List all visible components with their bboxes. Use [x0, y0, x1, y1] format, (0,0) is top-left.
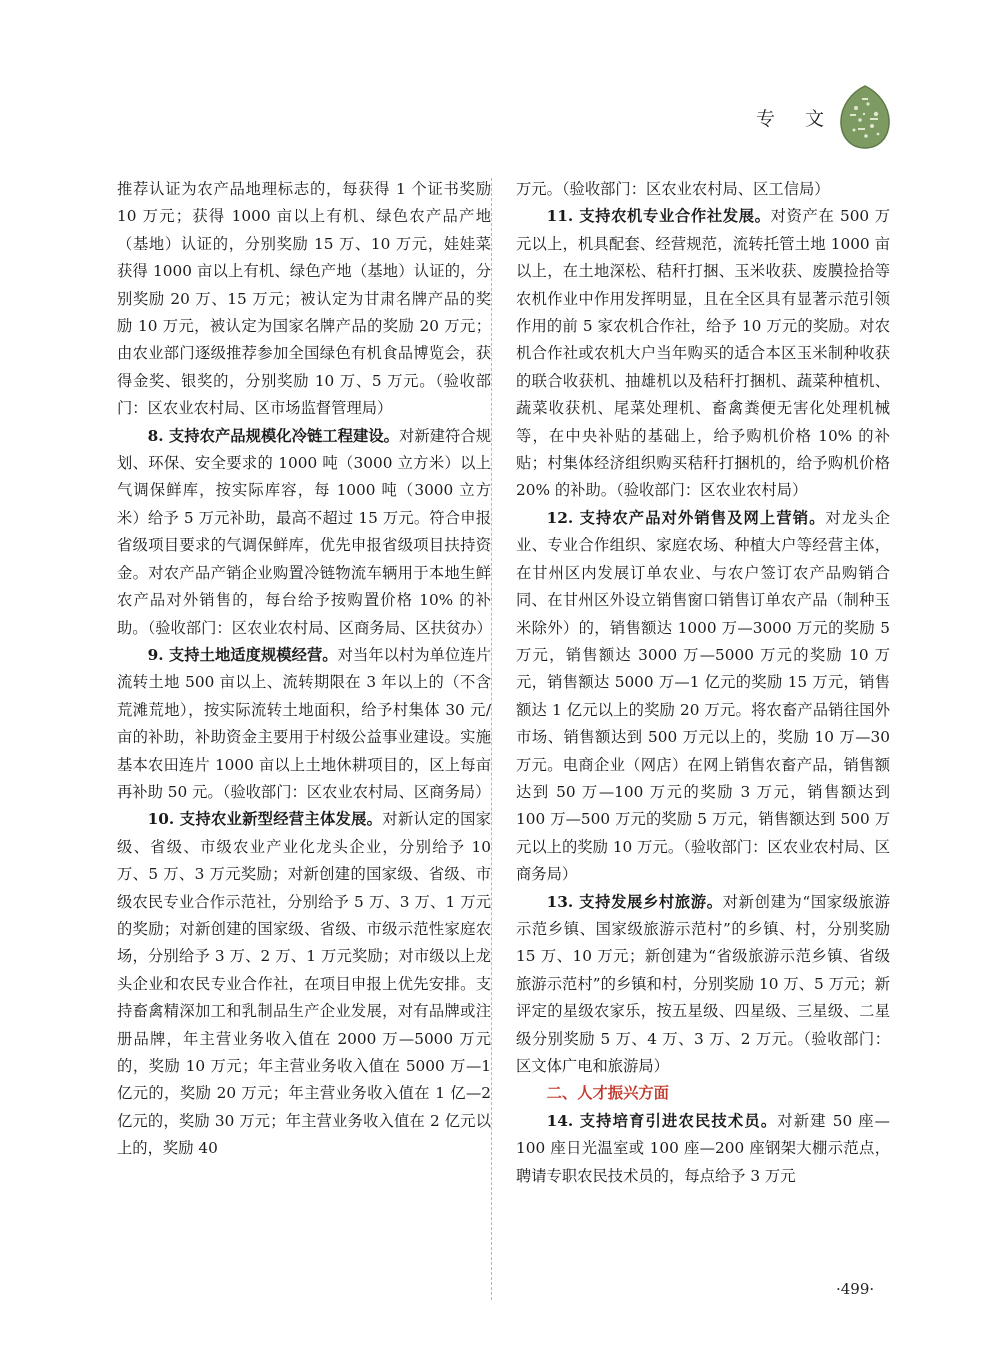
item-12-title: 12. 支持农产品对外销售及网上营销。	[546, 508, 826, 527]
section-heading: 二、人才振兴方面	[546, 1084, 669, 1103]
item-10	[117, 806, 491, 1162]
section-title: 专 文	[755, 108, 836, 130]
paragraph: 万元。（验收部门：区农业农村局、区工信局）	[516, 180, 830, 198]
item-12-body: 对龙头企业、专业合作组织、家庭农场、种植大户等经营主体，在甘州区内发展订单农业、与农户签订农产品购销合同、在甘州区外设立销售窗口销售订单农产品（制种玉米除外）的，销售额达 1000 万—3000 万元的奖励 5 万元，销售额达 3000 万—5000 万元的奖励 10 万元，销售额达 5000 万—1 亿元的奖励 15 万元，销售额达 1 亿元以上的奖励 20 万元。将农畜产品销往国外市场、销售额达到 500 万元以上的，奖励 10 万—30 万元。电商企业（网店）在网上销售农畜产品，销售额达到 50 万—100 万元的奖励 3 万元，销售额达到 100 万—500 万元的奖励 5 万元，销售额达到 500 万元以上的奖励 10 万元。（验收部门：区农业农村局、区商务局）	[516, 508, 890, 884]
item-8-body: 对新建符合规划、环保、安全要求的 1000 吨（3000 立方米）以上气调保鲜库，按实际库容，每 1000 吨（3000 立方米）给予 5 万元补助，最高不超过 15 万元。符合申报省级项目要求的气调保鲜库，优先申报省级项目扶持资金。对农产品产销企业购置冷链物流车辆用于本地生鲜农产品对外销售的，每台给予按购置价格 10% 的补助。（验收部门：区农业农村局、区商务局、区扶贫办）	[117, 426, 492, 637]
item-12	[516, 505, 890, 889]
green-leaf-seal-icon	[838, 84, 892, 150]
right-column	[516, 176, 890, 1190]
item-9	[117, 642, 491, 806]
item-11	[516, 203, 890, 504]
item-14-body: 对新建 50 座—100 座日光温室或 100 座—200 座钢架大棚示范点，聘请专职农民技术员的，每点给予 3 万元	[516, 1111, 890, 1185]
item-8	[117, 423, 491, 642]
item-8-title: 8. 支持农产品规模化冷链工程建设。	[147, 426, 399, 445]
item-13	[516, 889, 890, 1081]
page-number: ·499·	[836, 1280, 875, 1298]
left-column	[117, 176, 491, 1163]
item-10-body: 对新认定的国家级、省级、市级农业产业化龙头企业，分别给予 10 万、5 万、3 万元奖励；对新创建的国家级、省级、市级农民专业合作示范社，分别给予 5 万、3 万、1 万元的奖励；对新创建的国家级、省级、市级示范性家庭农场，分别给予 3 万、2 万、1 万元奖励；对市级以上龙头企业和农民专业合作社，在项目申报上优先安排。支持畜禽精深加工和乳制品生产企业发展，对有品牌或注册品牌，年主营业务收入值在 2000 万—5000 万元的，奖励 10 万元；年主营业务收入值在 5000 万—1 亿元的，奖励 20 万元；年主营业务收入值在 1 亿—2 亿元的，奖励 30 万元；年主营业务收入值在 2 亿元以上的，奖励 40	[117, 810, 491, 1158]
paragraph: 推荐认证为农产品地理标志的，每获得 1 个证书奖励 10 万元；获得 1000 亩以上有机、绿色农产品产地（基地）认证的，分别奖励 15 万、10 万元，娃娃菜获得 1000 亩以上有机、绿色产地（基地）认证的，分别奖励 20 万、15 万元；被认定为甘肃名牌产品的奖励 10 万元，被认定为国家名牌产品的奖励 20 万元；由农业部门逐级推荐参加全国绿色有机食品博览会，获得金奖、银奖的，分别奖励 10 万、5 万元。（验收部门：区农业农村局、区市场监督管理局）	[117, 180, 491, 418]
item-13-body: 对新创建为“国家级旅游示范乡镇、国家级旅游示范村”的乡镇、村，分别奖励 15 万、10 万元；新创建为“省级旅游示范乡镇、省级旅游示范村”的乡镇和村，分别奖励 10 万、5 万元；新评定的星级农家乐，按五星级、四星级、三星级、二星级分别奖励 5 万、4 万、3 万、2 万元。（验收部门：区文体广电和旅游局）	[516, 892, 890, 1075]
item-13-title: 13. 支持发展乡村旅游。	[546, 892, 723, 911]
item-9-title: 9. 支持土地适度规模经营。	[147, 645, 338, 664]
item-10-title: 10. 支持农业新型经营主体发展。	[147, 810, 383, 829]
item-9-body: 对当年以村为单位连片流转土地 500 亩以上、流转期限在 3 年以上的（不含荒滩荒地），按实际流转土地面积，给予村集体 30 元/亩的补助，补助资金主要用于村级公益事业建设。实施基本农田连片 1000 亩以上土地休耕项目的，区上每亩再补助 50 元。（验收部门：区农业农村局、区商务局）	[117, 645, 491, 801]
item-14-title: 14. 支持培育引进农民技术员。	[546, 1111, 778, 1130]
column-divider	[491, 178, 492, 1300]
item-11-title: 11. 支持农机专业合作社发展。	[546, 207, 771, 226]
item-11-body: 对资产在 500 万元以上，机具配套、经营规范，流转托管土地 1000 亩以上，在土地深松、秸秆打捆、玉米收获、废膜捡拾等农机作业中作用发挥明显，且在全区具有显著示范引领作用的前 5 家农机合作社，给予 10 万元的奖励。对农机合作社或农机大户当年购买的适合本区玉米制种收获的联合收获机、抽雄机以及秸秆打捆机、蔬菜种植机、蔬菜收获机、尾菜处理机、畜禽粪便无害化处理机械等，在中央补贴的基础上，给予购机价格 10% 的补贴；村集体经济组织购买秸秆打捆机的，给予购机价格 20% 的补助。（验收部门：区农业农村局）	[516, 207, 890, 500]
item-14	[516, 1108, 890, 1190]
